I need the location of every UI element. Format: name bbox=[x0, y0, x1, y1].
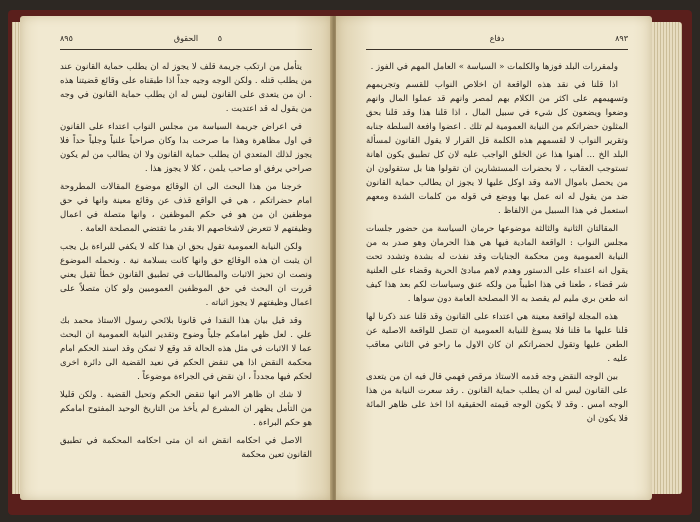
paragraph: الاصل في احكامه انقض انه ان متى احكامه المحكمة في تطبيق القانون تعين محكمة bbox=[60, 436, 312, 460]
paragraph: المقالتان الثانية والثالثة موضوعها حرمان السياسة من حضور جلسات مجلس النواب : الواقعة المادية فيها هي هذا الحرمان وهو صدر به من النيابة العمومية ومن محكمة الجنايات وقد نفذت له بشدة وتشدد تحت يقول انه اعتداء على الدستور وهدم لاهم مبادئ الحرية وقضاء على العلنية شر قضاء ، طعنا في هذا اطيباً من ولكه عنق وسياسات لكم بعد هذا كيف انه طعن بري مليم لم يقصد به الا المصلحة العامة دون سواها . bbox=[366, 224, 628, 304]
left-page bbox=[20, 16, 332, 500]
right-page-header bbox=[366, 34, 628, 50]
paragraph: ولكن النيابة العمومية تقول بحق ان هذا كله لا يكفي للبراءة بل يجب ان يثبت ان هذه الوقائع حق وانها كانت بسلامة نية . ونحمله الموضوع ونصت ان تحيز الاثبات والمطالبات في تطبيق القانون خطأ ثقيل يعني قررت ان البحث في حق الموظفين العموميين ولو كان متصلاً على اعمال وظيفتهم لا يجوز اثباته . bbox=[60, 242, 312, 308]
header-mark: ٥ bbox=[217, 34, 222, 43]
paragraph: في اعراض جريمة السياسة من مجلس النواب اعتداء على القانون في اول مظاهرة وهذا ما صرحت بدا وكان صراحياً علنياً وجلياً حداً فلا يجوز لذلك المتعدي ان يطلب حماية القانون ولا ان يطالب من لم يكون صراحي يرفق او صاحب يلمن ، كلا لا يجوز هذا . bbox=[60, 122, 312, 174]
header-rule bbox=[366, 49, 628, 50]
paragraph: يتأمل من ارتكب جريمة قلف لا يجوز له ان يطلب حماية القانون عند من يطلب قتله . ولكن الوجه وجيه جداً اذا طبقناه على وقائع قضيتنا هذه . ان من يتعدى على القانون ليس له ان يطلب حماية القانون في وجه من يقول له قد اعتديت . bbox=[60, 62, 312, 114]
running-head: الحقوق bbox=[173, 34, 199, 43]
paragraph: هذه المجلة لواقعة معينة هي اعتداء على القانون وقد قلنا عند ذكرنا لها قلنا عليها ما قلنا فلا يسوغ للنيابة العمومية ان تتصل للواقعة الاصلية عن الطعن عليها وتقول لحضراتكم ان كان الاول ما راحو في الثاني معاقب عليه . bbox=[366, 312, 628, 364]
page-number: ٨٩٣ bbox=[615, 34, 628, 43]
right-page-body bbox=[366, 60, 628, 486]
right-page-edges bbox=[652, 22, 682, 494]
paragraph: ولمقررات البلد فوزها والكلمات « السياسة » العامل المهم في الفوز . bbox=[370, 62, 618, 72]
left-page-body bbox=[60, 60, 312, 486]
paragraph: بين الوجه النقض وجه قدمه الاستاذ مرقص فهمي قال فيه ان من يتعدى على القانون ليس له ان يطلب حماية القانون . رقد سعرت النيابة من هذا الوجه امس . وقد لا يكون الوجه قيمته الحقيقية اذا اخذ على ظاهر المائة فلا يكون ان bbox=[366, 372, 628, 424]
page-number: ٨٩٥ bbox=[60, 34, 73, 43]
paragraph: اذا قلنا في نقد هذه الواقعة ان اخلاص النواب للقسم وتجريمهم وتسهيمهم على اكثر من الكلام بهم لمصر وانهم قد عملوا المال وانهم وضعوا ويضعون كل شيء في سبيل المال ، اذا قلنا هذا وقد قلنا بحق المثلون حضراتكم من النيابة العمومية لم تلك . اعضوا وافعة السلطة جنابه وتقرير النواب لا لقسمهم هذه الكلمة قل القرار لا يقول القانون لمسألة البلد الخ ... أهنوا هذا عن الخلق الواجب عليه لان كل تطبيق يكون اهانة تستوجب العقاب ، لا بحضرات المستشارين ان تقولوا هنا بل ستقولون ان من يحصل باموال الامة وقد اوكل عليها لا يجوز ان يطالب حماية القانون ضد من يقول له انه عمل بها ووضع في قوله من كلمات الشدة ومعهم استعمل في هذا السبيل من الالفاظ . bbox=[366, 80, 628, 216]
header-rule bbox=[60, 49, 312, 50]
running-head: دفاع bbox=[489, 34, 505, 43]
paragraph: وقد قيل بيان هذا النقدا في قانونا بلائحي رسول الاستاذ محمد بك علي . لعل ظهر امامكم جلياً وضوح وتقدير النيابة العمومية ان البحث عما لا الاثبات في مثل هذه الحالة قد وقع لا تمكن وقد اسند الحكم امام محكمة النقض اذا هي تنقض الحكم في نعيد القضية الى دائرة اخرى لحكم فيها مجدداً ، ان نقض في الجراءة موضوعاً . bbox=[60, 316, 312, 382]
right-page bbox=[336, 16, 652, 500]
paragraph: لا شك ان ظاهر الامر انها تنقض الحكم وتحيل القضية . ولكن قليلا من التأمل يظهر ان المشرع لم يأخذ من التاريخ الوحيد المفتوح امامكم هو حكم البراءة . bbox=[60, 390, 312, 428]
left-page-header bbox=[60, 34, 312, 50]
paragraph: خرجنا من هذا البحث الى ان الوقائع موضوع المقالات المطروحة امام حضراتكم ، هي في الواقع قذف عن وقائع معينة وانها في حق موظفين ان من هو في حكم الموظفين ، وانها متصلة في اعمال وظيفتهم لا تتعرض لاشخاصهم الا بقدر ما تقتضي المصلحة العامة . bbox=[60, 182, 312, 234]
